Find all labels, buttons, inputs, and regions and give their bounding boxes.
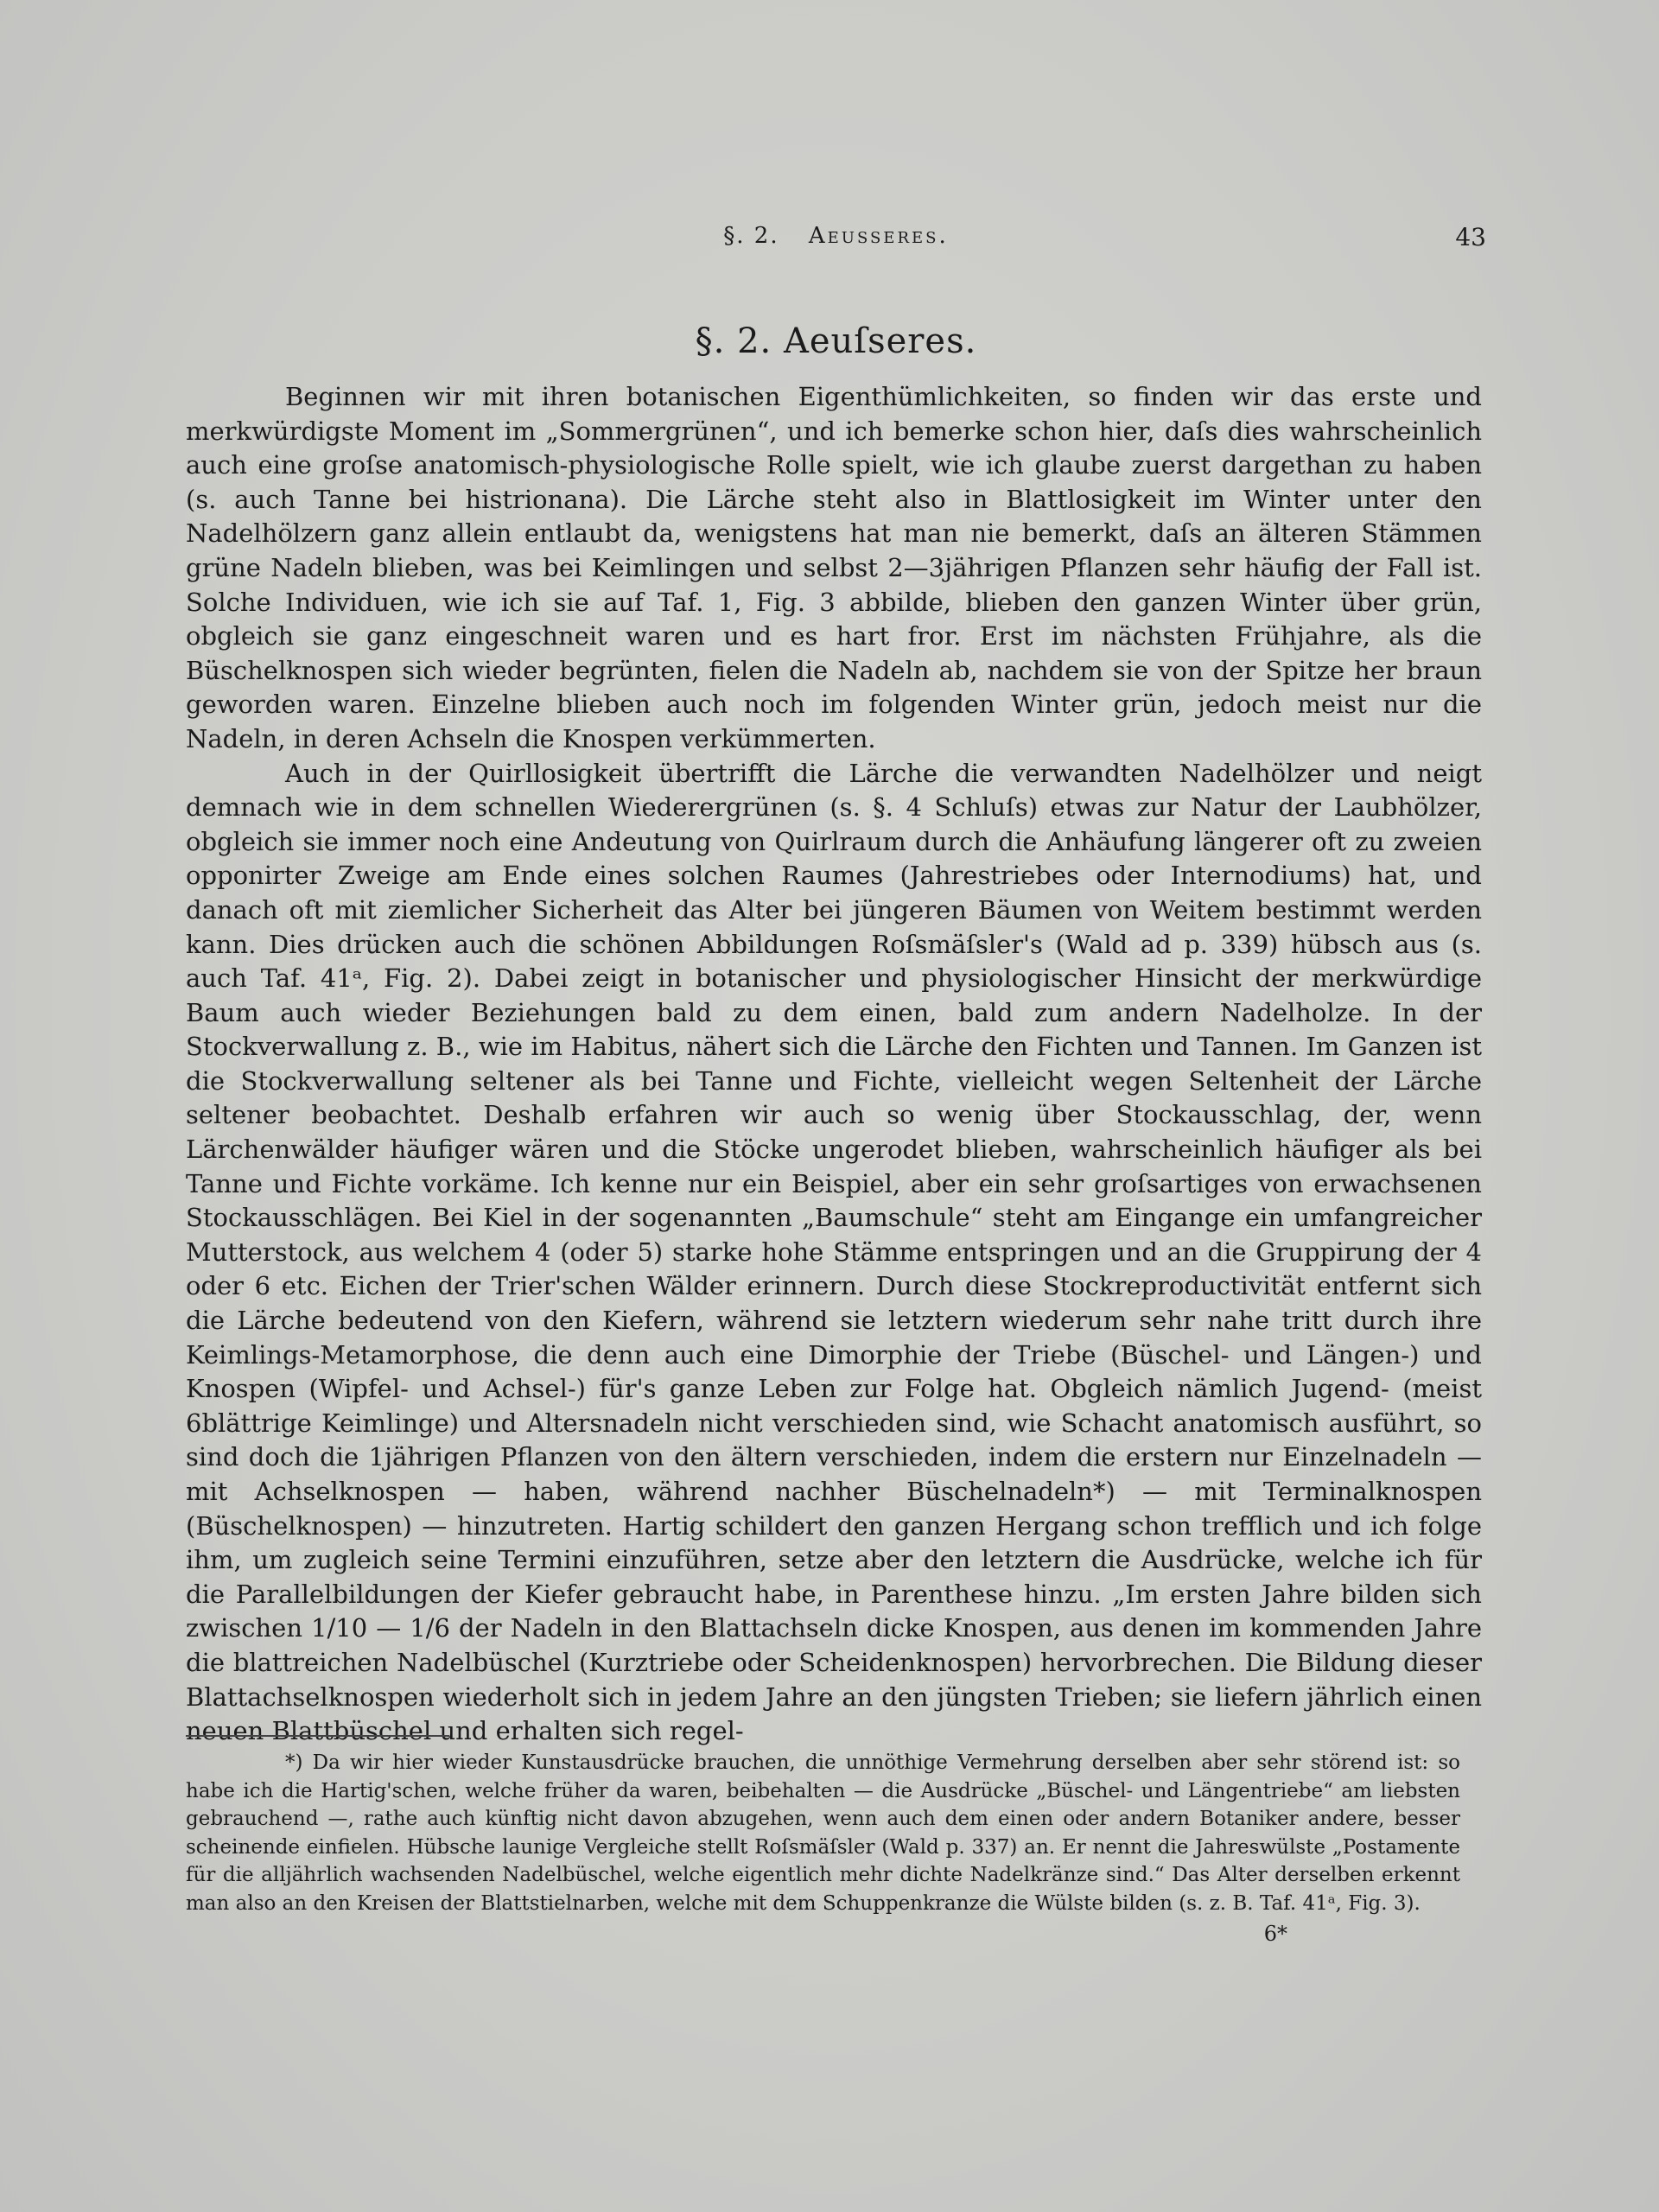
footnote-text: *) Da wir hier wieder Kunstausdrücke brauchen, die unnöthige Vermehrung derselben aber sehr störend ist: so habe ich die Hartig'schen, welche früher da waren, beibehalten — die Ausdrücke „Büschel- und Längentriebe“ am liebsten gebrauchend —, rathe auch künftig nicht davon abzugehen, wenn auch dem einen oder andern Botaniker andere, besser scheinende einfielen. Hübsche launige Vergleiche stellt Roſsmäſsler (Wald p. 337) an. Er nennt die Jahreswülste „Postamente für die alljährlich wachsenden Nadelbüschel, welche eigentlich mehr dichte Nadelkränze sind.“ Das Alter derselben erkennt man also an den Kreisen der Blattstielnarben, welche mit dem Schuppenkranze die Wülste bilden (s. z. B. Taf. 41ᵃ, Fig. 3). <box>186 1751 1460 1915</box>
running-head-section-number: §. 2. <box>723 223 779 249</box>
body-text <box>186 380 1482 1749</box>
footnote-divider <box>186 1735 449 1737</box>
printer-signature: 6* <box>1263 1922 1287 1946</box>
paragraph-2: Auch in der Quirllosigkeit übertrifft die Lärche die verwandten Nadelhölzer und neigt demnach wie in dem schnellen Wiederergrünen (s. §. 4 Schluſs) etwas zur Natur der Laubhölzer, obgleich sie immer noch eine Andeutung von Quirlraum durch die Anhäufung längerer oft zu zweien opponirter Zweige am Ende eines solchen Raumes (Jahrestriebes oder Internodiums) hat, und danach oft mit ziemlicher Sicherheit das Alter bei jüngeren Bäumen von Weitem bestimmt werden kann. Dies drücken auch die schönen Abbildungen Roſsmäſsler's (Wald ad p. 339) hübsch aus (s. auch Taf. 41ᵃ, Fig. 2). Dabei zeigt in botanischer und physiologischer Hinsicht der merkwürdige Baum auch wieder Beziehungen bald zu dem einen, bald zum andern Nadelholze. In der Stockverwallung z. B., wie im Habitus, nähert sich die Lärche den Fichten und Tannen. Im Ganzen ist die Stockverwallung seltener als bei Tanne und Fichte, vielleicht wegen Seltenheit der Lärche seltener beobachtet. Deshalb erfahren wir auch so wenig über Stockausschlag, der, wenn Lärchenwälder häufiger wären und die Stöcke ungerodet blieben, wahrscheinlich häufiger als bei Tanne und Fichte vorkäme. Ich kenne nur ein Beispiel, aber ein sehr groſsartiges von erwachsenen Stockausschlägen. Bei Kiel in der sogenannten „Baumschule“ steht am Eingange ein umfangreicher Mutterstock, aus welchem 4 (oder 5) starke hohe Stämme entspringen und an die Gruppirung der 4 oder 6 etc. Eichen der Trier'schen Wälder erinnern. Durch diese Stockreproductivität entfernt sich die Lärche bedeutend von den Kiefern, während sie letztern wiederum sehr nahe tritt durch ihre Keimlings-Metamorphose, die denn auch eine Dimorphie der Triebe (Büschel- und Längen-) und Knospen (Wipfel- und Achsel-) für's ganze Leben zur Folge hat. Obgleich nämlich Jugend- (meist 6blättrige Keimlinge) und Altersnadeln nicht verschieden sind, wie Schacht anatomisch ausführt, so sind doch die 1jährigen Pflanzen von den ältern verschieden, indem die erstern nur Einzelnadeln — mit Achselknospen — haben, während nachher Büschelnadeln*) — mit Terminalknospen (Büschelknospen) — hinzutreten. Hartig schildert den ganzen Hergang schon trefflich und ich folge ihm, um zugleich seine Termini einzuführen, setze aber den letztern die Ausdrücke, welche ich für die Parallelbildungen der Kiefer gebraucht habe, in Parenthese hinzu. „Im ersten Jahre bilden sich zwischen 1/10 — 1/6 der Nadeln in den Blattachseln dicke Knospen, aus denen im kommenden Jahre die blattreichen Nadelbüschel (Kurztriebe oder Scheidenknospen) hervorbrechen. Die Bildung dieser Blattachselknospen wiederholt sich in jedem Jahre an den jüngsten Trieben; sie liefern jährlich einen neuen Blattbüschel und erhalten sich regel- <box>186 758 1482 1746</box>
footnote <box>186 1749 1460 1918</box>
paragraph-1: Beginnen wir mit ihren botanischen Eigenthümlichkeiten, so finden wir das erste und merkwürdigste Moment im „Sommergrünen“, und ich bemerke schon hier, daſs dies wahrscheinlich auch eine groſse anatomisch-physiologische Rolle spielt, wie ich glaube zuerst dargethan zu haben (s. auch Tanne bei histrionana). Die Lärche steht also in Blattlosigkeit im Winter unter den Nadelhölzern ganz allein entlaubt da, wenigstens hat man nie bemerkt, daſs an älteren Stämmen grüne Nadeln blieben, was bei Keimlingen und selbst 2—3jährigen Pflanzen sehr häufig der Fall ist. Solche Individuen, wie ich sie auf Taf. 1, Fig. 3 abbilde, blieben den ganzen Winter über grün, obgleich sie ganz eingeschneit waren und es hart fror. Erst im nächsten Frühjahre, als die Büschelknospen sich wieder begrünten, fielen die Nadeln ab, nachdem sie von der Spitze her braun geworden waren. Einzelne blieben auch noch im folgenden Winter grün, jedoch meist nur die Nadeln, in deren Achseln die Knospen verkümmerten. <box>186 382 1482 753</box>
section-title: §. 2. Aeuſseres. <box>695 321 977 361</box>
running-head-section-name: Aeusseres. <box>808 223 949 249</box>
running-head <box>186 223 1486 257</box>
page-number: 43 <box>1455 223 1486 251</box>
running-head-title <box>186 223 1486 249</box>
